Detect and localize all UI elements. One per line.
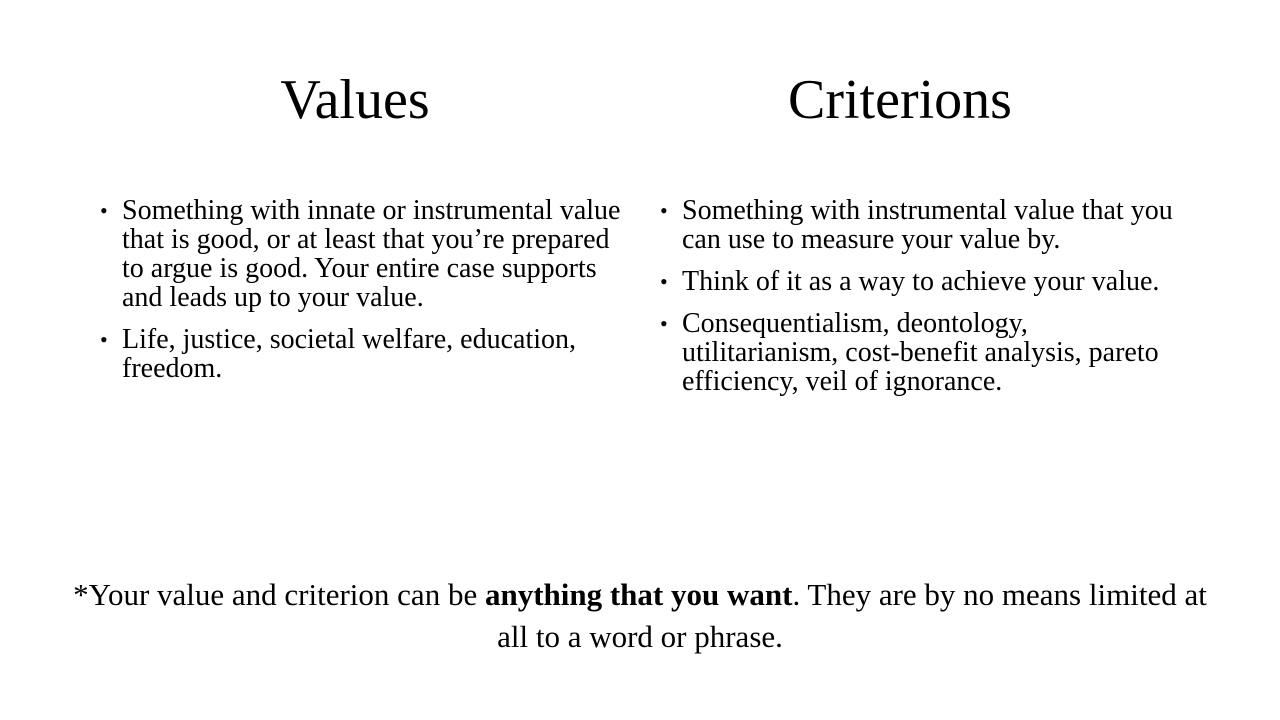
footnote <box>60 574 1220 658</box>
bullet-text: Something with innate or instrumental value that is good, or at least that you’re prepared to argue is good. Your entire case supports and leads up to your value. <box>122 195 621 313</box>
list-item <box>96 325 626 383</box>
footnote-text-after: . They are by no means limited at all to a word or phrase. <box>497 577 1207 654</box>
bullet-icon: • <box>660 198 668 223</box>
bullet-icon: • <box>660 311 668 336</box>
criterions-title: Criterions <box>788 69 1012 131</box>
values-bullet-list <box>96 196 626 396</box>
bullet-icon: • <box>660 269 668 294</box>
bullet-text: Consequentialism, deontology, utilitarianism, cost-benefit analysis, pareto efficiency, veil of ignorance. <box>682 308 1159 397</box>
criterions-bullet-list <box>656 196 1186 409</box>
bullet-text: Life, justice, societal welfare, education, freedom. <box>122 324 577 384</box>
footnote-emphasis: anything that you want <box>484 577 793 612</box>
bullet-icon: • <box>100 198 108 223</box>
list-item <box>96 196 626 312</box>
bullet-text: Something with instrumental value that you can use to measure your value by. <box>682 195 1173 255</box>
bullet-text: Think of it as a way to achieve your value. <box>682 266 1160 297</box>
values-title: Values <box>280 69 430 131</box>
footnote-text-before: *Your value and criterion can be <box>73 577 485 612</box>
list-item <box>656 309 1186 396</box>
bullet-icon: • <box>100 327 108 352</box>
list-item <box>656 196 1186 254</box>
list-item <box>656 267 1186 296</box>
